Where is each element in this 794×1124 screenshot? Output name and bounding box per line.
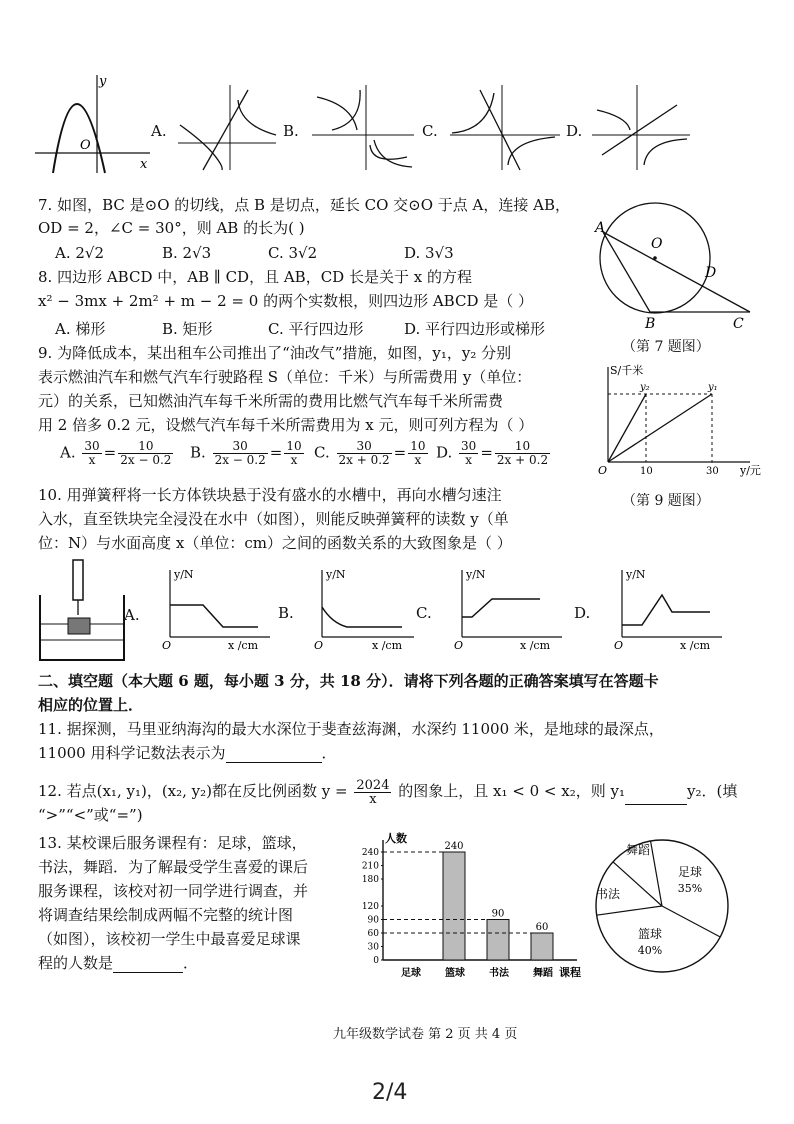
- q9-line2: 表示燃油汽车和燃气汽车行驶路程 S（单位：千米）与所需费用 y（单位：: [38, 368, 532, 386]
- q10-graph-a[interactable]: [148, 565, 273, 650]
- q6-graph-a: [178, 85, 278, 170]
- q10-option-a-label[interactable]: A.: [124, 606, 140, 624]
- q6-graph-d: [592, 85, 692, 170]
- bar-xlabel: 课程: [559, 966, 581, 979]
- q7-line2: OD = 2，∠C = 30°，则 AB 的长为( ): [38, 219, 305, 237]
- svg-text:10: 10: [640, 466, 653, 477]
- svg-text:y/N: y/N: [174, 568, 194, 581]
- svg-text:y/N: y/N: [466, 568, 486, 581]
- svg-text:y₁: y₁: [708, 382, 718, 393]
- q13-line6: 程的人数是 ．: [38, 954, 199, 972]
- bar-category-label: 足球: [401, 968, 421, 979]
- q13-line5: （如图），该校初一学生中最喜爱足球课: [38, 930, 301, 948]
- q6-option-a-label: A.: [151, 122, 167, 140]
- q7-option-c[interactable]: C. 3√2: [268, 244, 318, 262]
- q10-graph-b[interactable]: [302, 565, 417, 650]
- q13-line3: 服务课程，该校对初一同学进行调查，并: [38, 882, 309, 900]
- q10-option-b-label[interactable]: B.: [278, 604, 294, 622]
- bar-category-label: 舞蹈: [533, 968, 553, 979]
- q6-graph-main: [35, 75, 155, 175]
- q7-line1: 7. 如图，BC 是⊙O 的切线，点 B 是切点，延长 CO 交⊙O 于点 A，连接 AB，: [38, 196, 570, 214]
- pie-slice-edge: [651, 841, 662, 906]
- bar-ytick: 0: [373, 956, 379, 966]
- q9-option-a[interactable]: A. $\frac{30}{x}$ = $\frac{10}{2x - 0.2}$: [60, 439, 172, 467]
- svg-text:O: O: [162, 639, 172, 652]
- q10-graph-c[interactable]: [440, 565, 565, 650]
- svg-text:30: 30: [706, 466, 719, 477]
- q13-pie-chart: [590, 838, 740, 978]
- bar: [487, 920, 509, 961]
- bar-value-label: 240: [444, 841, 464, 852]
- bar: [443, 852, 465, 960]
- q7-option-b[interactable]: B. 2√3: [162, 244, 212, 262]
- svg-text:O: O: [598, 464, 608, 477]
- origin-label: O: [80, 138, 91, 153]
- q8-line2: x² − 3mx + 2m² + m − 2 = 0 的两个实数根，则四边形 ABCD 是（ ）: [38, 292, 534, 310]
- bar-ytick: 180: [361, 875, 379, 885]
- svg-text:y/N: y/N: [626, 568, 646, 581]
- pie-slice-edge: [613, 862, 662, 906]
- bar-ytick: 30: [367, 942, 379, 953]
- q8-option-b[interactable]: B. 矩形: [162, 320, 213, 338]
- bar-ytick: 60: [367, 929, 379, 939]
- q11-line1: 11. 据探测，马里亚纳海沟的最大水深位于斐查兹海渊，水深约 11000 米，是地球的最深点，: [38, 720, 664, 738]
- svg-text:A: A: [595, 220, 606, 236]
- q6-graph-b: [312, 85, 417, 170]
- bar-category-label: 书法: [489, 968, 509, 979]
- q10-line3: 位：N）与水面高度 x（单位：cm）之间的函数关系的大致图象是（ ）: [38, 534, 512, 552]
- q13-line2: 书法，舞蹈．为了解最受学生喜爱的课后: [38, 858, 309, 876]
- q12-line2: “>”“<”或“=”): [38, 806, 143, 824]
- q6-option-d-label: D.: [566, 122, 583, 140]
- q10-apparatus-figure: [38, 560, 128, 665]
- svg-text:O: O: [614, 639, 624, 652]
- page-indicator: 2/4: [372, 1080, 408, 1105]
- svg-text:x /cm: x /cm: [372, 639, 402, 652]
- pie-slice-percent: 35%: [677, 882, 703, 895]
- svg-text:x /cm: x /cm: [520, 639, 550, 652]
- svg-text:B: B: [645, 316, 656, 332]
- svg-text:C: C: [733, 316, 744, 332]
- svg-text:D: D: [705, 265, 717, 281]
- q8-option-c[interactable]: C. 平行四边形: [268, 320, 364, 338]
- q9-option-c[interactable]: C. $\frac{30}{2x + 0.2}$ = $\frac{10}{x}$: [314, 439, 426, 467]
- q13-bar-chart: [345, 830, 590, 980]
- q8-line1: 8. 四边形 ABCD 中，AB ∥ CD，且 AB，CD 长是关于 x 的方程: [38, 268, 472, 286]
- bar-ytick: 210: [361, 861, 379, 872]
- pie-slice-edge: [662, 906, 720, 937]
- bar-value-label: 90: [491, 908, 505, 920]
- pie-slice-label: 舞蹈: [625, 843, 651, 857]
- svg-text:y/N: y/N: [326, 568, 346, 581]
- section2-line2: 相应的位置上．: [38, 696, 144, 714]
- bar-ytick: 90: [367, 915, 379, 926]
- axis-x-label: x: [140, 157, 148, 172]
- q8-option-d[interactable]: D. 平行四边形或梯形: [404, 320, 546, 338]
- svg-text:y₂: y₂: [640, 382, 650, 393]
- svg-text:O: O: [314, 639, 324, 652]
- bar: [531, 933, 553, 960]
- q12-answer-blank[interactable]: [625, 778, 687, 805]
- q13-line1: 13. 某校课后服务课程有：足球，篮球，: [38, 834, 307, 852]
- svg-text:x /cm: x /cm: [680, 639, 710, 652]
- q10-graph-d[interactable]: [600, 565, 725, 650]
- section2-line1: 二、填空题（本大题 6 题，每小题 3 分，共 18 分）．请将下列各题的正确答案填写在答题卡: [38, 672, 659, 690]
- svg-text:O: O: [651, 236, 663, 252]
- q9-line3: 元）的关系，已知燃油汽车每千米所需的费用比燃气汽车每千米所需费: [38, 392, 504, 410]
- q7-option-d[interactable]: D. 3√3: [404, 244, 454, 262]
- q7-option-a[interactable]: A. 2√2: [55, 244, 105, 262]
- q13-line4: 将调查结果绘制成两幅不完整的统计图: [38, 906, 294, 924]
- q10-option-d-label[interactable]: D.: [574, 604, 591, 622]
- pie-slice-label: 足球: [677, 865, 703, 879]
- bar-ylabel: 人数: [385, 832, 407, 845]
- svg-text:x /cm: x /cm: [228, 639, 258, 652]
- q9-line4: 用 2 倍多 0.2 元，设燃气汽车每千米所需费用为 x 元，则可列方程为（ ）: [38, 416, 534, 434]
- svg-text:S/千米: S/千米: [610, 364, 644, 377]
- q11-answer-blank[interactable]: [226, 744, 322, 763]
- axis-y-label: y: [99, 74, 107, 89]
- q10-option-c-label[interactable]: C.: [416, 604, 432, 622]
- bar-category-label: 篮球: [445, 968, 465, 979]
- q8-option-a[interactable]: A. 梯形: [55, 320, 106, 338]
- q9-caption: （第 9 题图）: [622, 493, 710, 509]
- q9-option-d[interactable]: D. $\frac{30}{x}$ = $\frac{10}{2x + 0.2}$: [436, 439, 549, 467]
- bar-value-label: 60: [535, 922, 549, 933]
- q9-figure: [590, 362, 765, 477]
- q10-line2: 入水，直至铁块完全浸没在水中（如图），则能反映弹簧秤的读数 y（单: [38, 510, 509, 528]
- pie-slice-percent: 40%: [637, 944, 663, 957]
- q6-option-b-label: B.: [283, 122, 299, 140]
- q6-graph-c: [450, 85, 562, 170]
- q6-option-c-label: C.: [422, 122, 438, 140]
- svg-text:y/元: y/元: [740, 464, 761, 477]
- q10-line1: 10. 用弹簧秤将一长方体铁块悬于没有盛水的水槽中，再向水槽匀速注: [38, 486, 502, 504]
- page-footer: 九年级数学试卷 第 2 页 共 4 页: [333, 1027, 518, 1042]
- q9-line1: 9. 为降低成本，某出租车公司推出了“油改气”措施，如图，y₁，y₂ 分别: [38, 344, 512, 362]
- q7-figure: [595, 220, 755, 330]
- pie-slice-label: 书法: [595, 887, 621, 901]
- q11-line2: 11000 用科学记数法表示为 ．: [38, 744, 337, 762]
- bar-ytick: 240: [361, 848, 379, 858]
- q7-caption: （第 7 题图）: [622, 339, 710, 355]
- pie-slice-label: 篮球: [637, 927, 663, 941]
- q9-option-b[interactable]: B. $\frac{30}{2x - 0.2}$ = $\frac{10}{x}$: [190, 439, 302, 467]
- q12-line1: 12. 若点(x₁, y₁)，(x₂, y₂)都在反比例函数 y = $\frac{2024}{x}$ 的图象上，且 x₁ < 0 < x₂，则 y₁ y₂．(填: [38, 777, 738, 807]
- q13-answer-blank[interactable]: [113, 954, 183, 973]
- svg-text:O: O: [454, 639, 464, 652]
- pie-slice-edge: [597, 906, 662, 915]
- bar-ytick: 120: [361, 902, 379, 912]
